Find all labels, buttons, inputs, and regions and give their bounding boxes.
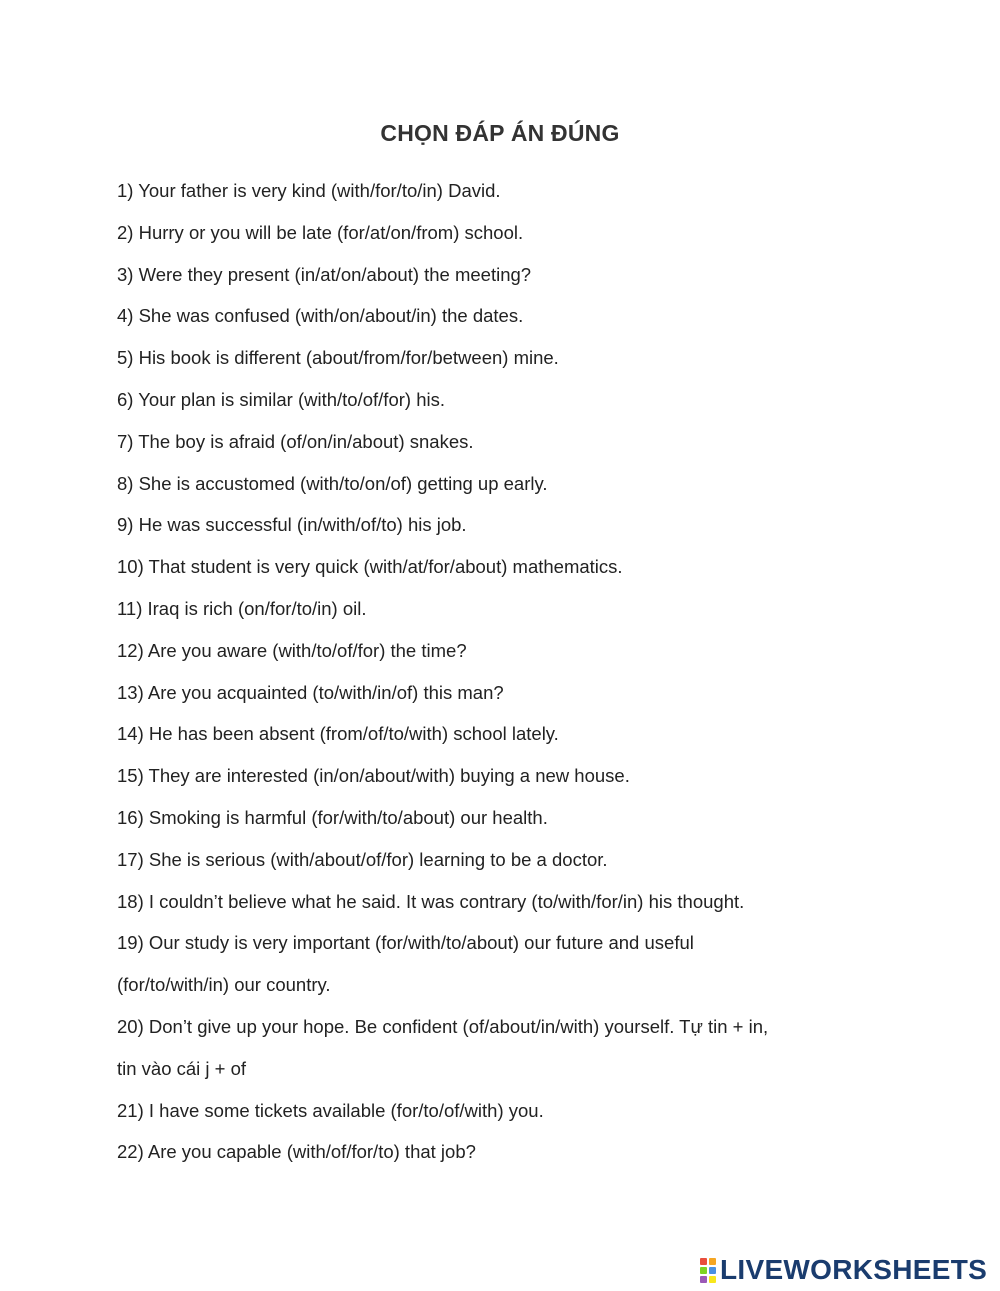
page-title: CHỌN ĐÁP ÁN ĐÚNG (380, 120, 620, 146)
liveworksheets-logo (700, 1255, 987, 1285)
question-line: 4) She was confused (with/on/about/in) the dates. (117, 305, 524, 327)
question-line: 3) Were they present (in/at/on/about) the meeting? (117, 263, 532, 285)
question-line: 12) Are you aware (with/to/of/for) the time? (117, 639, 467, 661)
question-line: 6) Your plan is similar (with/to/of/for) his. (117, 388, 445, 410)
question-line: 17) She is serious (with/about/of/for) learning to be a doctor. (117, 848, 608, 870)
logo-square (709, 1276, 716, 1283)
question-line: 1) Your father is very kind (with/for/to/in) David. (117, 180, 501, 201)
question-line: 5) His book is different (about/from/for/between) mine. (117, 347, 559, 369)
question-line: 8) She is accustomed (with/to/on/of) getting up early. (117, 472, 548, 494)
logo-square (700, 1276, 707, 1283)
question-line: 22) Are you capable (with/of/for/to) that job? (117, 1141, 476, 1163)
question-line: 9) He was successful (in/with/of/to) his job. (117, 514, 467, 536)
question-line: 13) Are you acquainted (to/with/in/of) this man? (117, 681, 504, 703)
question-line: 21) I have some tickets available (for/to/of/with) you. (117, 1099, 544, 1121)
logo-text: LIVEWORKSHEETS (720, 1254, 988, 1285)
question-list (117, 170, 917, 1173)
question-line: 11) Iraq is rich (on/for/to/in) oil. (117, 597, 367, 619)
question-line: 18) I couldn’t believe what he said. It was contrary (to/with/for/in) his thought. (117, 890, 745, 912)
logo-square (709, 1258, 716, 1265)
question-line: 15) They are interested (in/on/about/with) buying a new house. (117, 765, 630, 787)
question-line: 7) The boy is afraid (of/on/in/about) snakes. (117, 430, 474, 452)
logo-square (700, 1267, 707, 1274)
question-line: 19) Our study is very important (for/with/to/about) our future and useful (117, 932, 694, 954)
logo-square (709, 1267, 716, 1274)
question-line-continuation: tin vào cái j + of (117, 1057, 247, 1079)
question-line-continuation: (for/to/with/in) our country. (117, 974, 331, 996)
question-line: 16) Smoking is harmful (for/with/to/about) our health. (117, 806, 548, 828)
logo-square (700, 1258, 707, 1265)
liveworksheets-logo-icon (700, 1258, 716, 1283)
question-line: 14) He has been absent (from/of/to/with) school lately. (117, 723, 559, 745)
question-line: 10) That student is very quick (with/at/for/about) mathematics. (117, 556, 623, 578)
question-line: 2) Hurry or you will be late (for/at/on/from) school. (117, 221, 524, 243)
question-line: 20) Don’t give up your hope. Be confident (of/about/in/with) yourself. Tự tin + in, (117, 1015, 769, 1037)
